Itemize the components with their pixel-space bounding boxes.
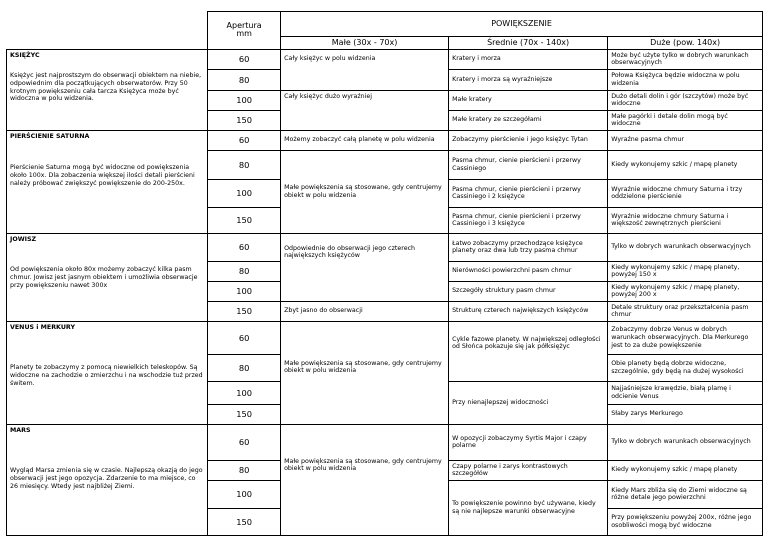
- high-mag-cell: Wyraźne pasma chmur: [608, 130, 763, 150]
- medium-mag-cell: Łatwo zobaczymy przechodzące księżyce planety oraz dwa lub trzy pasma chmur: [449, 233, 608, 261]
- low-mag-cell: Cały księżyc dużo wyraźniej: [281, 90, 449, 130]
- high-mag-cell: Kiedy wykonujemy szkic / mapę planety: [608, 150, 763, 179]
- planet-name: VENUS i MERKURY: [10, 323, 75, 331]
- medium-mag-cell: Kratery i morza: [449, 49, 608, 69]
- low-mag-cell: Zbyt jasno do obserwacji: [281, 301, 449, 321]
- aperture-value: 100: [208, 381, 281, 404]
- planet-cell-venus-mercury: [7, 321, 208, 424]
- aperture-value: 150: [208, 508, 281, 535]
- planet-cell-moon: [7, 49, 208, 130]
- planet-description: Od powiększenia około 80x możemy zobaczyć kilka pasm chmur. Jowisz jest jasnym obiektem i umożliwia obserwacje przy powiększeniu nawet 300x: [10, 266, 198, 289]
- high-mag-cell: Tylko w dobrych warunkach obserwacyjnych: [608, 424, 763, 460]
- medium-mag-cell: Strukturę czterech największych księżyców: [449, 301, 608, 321]
- medium-mag-cell: Pasma chmur, cienie pierścieni i przerwy Cassiniego i 2 księżyce: [449, 179, 608, 207]
- aperture-value: 60: [208, 233, 281, 261]
- high-mag-cell: Małe pagórki i detale dolin mogą być widoczne: [608, 110, 763, 130]
- low-mag-cell: Małe powiększenia są stosowane, gdy centrujemy obiekt w polu widzenia: [281, 424, 449, 535]
- aperture-value: 150: [208, 207, 281, 233]
- medium-mag-cell: W opozycji zobaczymy Syrtis Major i czapy polarne: [449, 424, 608, 460]
- medium-mag-cell: Przy nienajlepszej widoczności: [449, 381, 608, 424]
- planet-description: Planety te zobaczymy z pomocą niewielkich teleskopów. Są widoczne na zachodzie o zmierzchu i na wschodzie tuż przed świtem.: [10, 364, 203, 387]
- aperture-value: 80: [208, 460, 281, 480]
- high-mag-cell: Obie planety będą dobrze widoczne, szczególnie, gdy będą na dużej wysokości: [608, 354, 763, 381]
- high-mag-cell: Najjaśniejsze krawędzie, białą plamę i odcienie Venus: [608, 381, 763, 404]
- aperture-value: 150: [208, 404, 281, 424]
- high-mag-cell: Zobaczymy dobrze Venus w dobrych warunkach obserwacyjnych. Dla Merkurego jest to za duże powiększenie: [608, 321, 763, 354]
- planet-cell-saturn-rings: [7, 130, 208, 233]
- aperture-value: 60: [208, 424, 281, 460]
- planet-description: Wygląd Marsa zmienia się w czasie. Najlepszą okazją do jego obserwacji jest jego opozycja. Zdarzenie to ma miejsce, co 26 miesięcy. Wtedy jest najbliżej Ziemi.: [10, 467, 203, 490]
- planet-cell-mars: [7, 424, 208, 535]
- aperture-value: 80: [208, 261, 281, 281]
- aperture-value: 80: [208, 150, 281, 179]
- high-mag-cell: Tylko w dobrych warunkach obserwacyjnych: [608, 233, 763, 261]
- high-mag-cell: Przy powiększeniu powyżej 200x, różne jego osobliwości mogą być widoczne: [608, 508, 763, 535]
- high-mag-cell: Kiedy wykonujemy szkic / mapę planety, powyżej 200 x: [608, 281, 763, 301]
- high-mag-cell: Kiedy wykonujemy szkic / mapę planety: [608, 460, 763, 480]
- medium-magnification-header: Średnie (70x - 140x): [449, 37, 608, 50]
- aperture-value: 80: [208, 69, 281, 90]
- planet-name: MARS: [10, 426, 31, 434]
- magnification-table: [6, 11, 763, 536]
- medium-mag-cell: Zobaczymy pierścienie i jego księżyc Tytan: [449, 130, 608, 150]
- low-mag-cell: Odpowiednie do obserwacji jego czterech największych księżyców: [281, 233, 449, 301]
- aperture-value: 60: [208, 49, 281, 69]
- low-mag-cell: Cały księżyc w polu widzenia: [281, 49, 449, 90]
- aperture-header: Apertura mm: [208, 12, 281, 50]
- medium-mag-cell: Czapy polarne i zarys kontrastowych szczegółów: [449, 460, 608, 480]
- planet-name: PIERŚCIENIE SATURNA: [10, 132, 90, 140]
- low-mag-cell: Małe powiększenia są stosowane, gdy centrujemy obiekt w polu widzenia: [281, 150, 449, 233]
- medium-mag-cell: Szczegóły struktury pasm chmur: [449, 281, 608, 301]
- magnification-header: POWIĘKSZENIE: [281, 12, 763, 37]
- medium-mag-cell: To powiększenie powinno być używane, kiedy są nie najlepsze warunki obserwacyjne: [449, 480, 608, 535]
- high-mag-cell: Może być użyte tylko w dobrych warunkach obserwacyjnych: [608, 49, 763, 69]
- aperture-value: 80: [208, 354, 281, 381]
- aperture-value: 100: [208, 480, 281, 508]
- aperture-value: 60: [208, 130, 281, 150]
- high-mag-cell: Połowa Księżyca będzie widoczna w polu widzenia: [608, 69, 763, 90]
- aperture-value: 150: [208, 110, 281, 130]
- high-mag-cell: Wyraźnie widoczne chmury Saturna i większość zewnętrznych pierścieni: [608, 207, 763, 233]
- medium-mag-cell: Cykle fazowe planety. W największej odległości od Słońca pokazuje się jak półksiężyc: [449, 321, 608, 381]
- high-mag-cell: Detale struktury oraz przekształcenia pasm chmur: [608, 301, 763, 321]
- high-magnification-header: Duże (pow. 140x): [608, 37, 763, 50]
- aperture-value: 150: [208, 301, 281, 321]
- planet-name: JOWISZ: [10, 235, 37, 243]
- high-mag-cell: Kiedy Mars zbliża się do Ziemi widoczne są różne detale jego powierzchni: [608, 480, 763, 508]
- low-mag-cell: Możemy zobaczyć całą planetę w polu widzenia: [281, 130, 449, 150]
- planet-description: Księżyc jest najprostszym do obserwacji obiektem na niebie, odpowiednim dla początkujących obserwatorów. Przy 50 krotnym powiększeniu cała tarcza Księżyca może być widoczna w polu widzenia.: [10, 72, 202, 103]
- aperture-value: 60: [208, 321, 281, 354]
- aperture-value: 100: [208, 179, 281, 207]
- medium-mag-cell: Kratery i morza są wyraźniejsze: [449, 69, 608, 90]
- low-mag-cell: Małe powiększenia są stosowane, gdy centrujemy obiekt w polu widzenia: [281, 321, 449, 424]
- aperture-value: 100: [208, 90, 281, 110]
- high-mag-cell: Wyraźnie widoczne chmury Saturna i trzy oddzielone pierścienie: [608, 179, 763, 207]
- medium-mag-cell: Pasma chmur, cienie pierścieni i przerwy Cassiniego i 3 księżyce: [449, 207, 608, 233]
- high-mag-cell: Dużo detali dolin i gór (szczytów) może być widoczne: [608, 90, 763, 110]
- aperture-value: 100: [208, 281, 281, 301]
- planet-description: Pierścienie Saturna mogą być widoczne od powiększenia około 100x. Dla zobaczenia większej ilości detali pierścieni należy próbować zwiększyć powiększenie do 200-250x.: [10, 164, 195, 187]
- medium-mag-cell: Nierówności powierzchni pasm chmur: [449, 261, 608, 281]
- medium-mag-cell: Małe kratery ze szczegółami: [449, 110, 608, 130]
- high-mag-cell: Słaby zarys Merkurego: [608, 404, 763, 424]
- medium-mag-cell: Pasma chmur, cienie pierścieni i przerwy Cassiniego: [449, 150, 608, 179]
- planet-name: KSIĘŻYC: [10, 51, 40, 59]
- low-magnification-header: Małe (30x - 70x): [281, 37, 449, 50]
- high-mag-cell: Kiedy wykonujemy szkic / mapę planety, powyżej 150 x: [608, 261, 763, 281]
- planet-cell-jupiter: [7, 233, 208, 321]
- medium-mag-cell: Małe kratery: [449, 90, 608, 110]
